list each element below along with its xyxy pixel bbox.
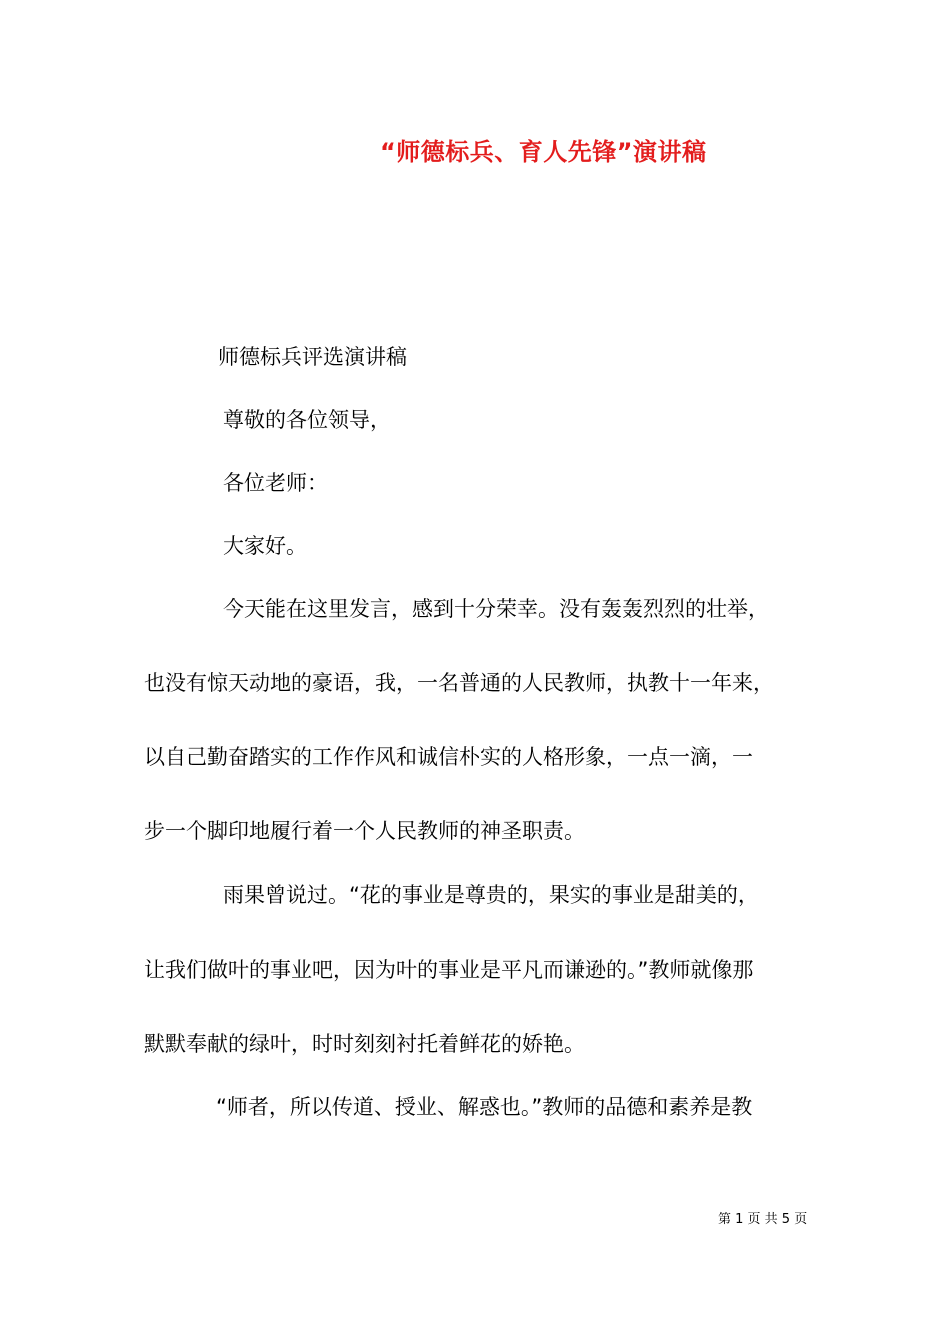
paragraph-1-line-3: 以自己勤奋踏实的工作作风和诚信朴实的人格形象，一点一滴，一 (144, 745, 753, 769)
page-number-footer: 第 1 页 共 5 页 (718, 1212, 808, 1227)
paragraph-1-line-1: 今天能在这里发言，感到十分荣幸。没有轰轰烈烈的壮举， (223, 597, 769, 621)
paragraph-1-line-4: 步一个脚印地履行着一个人民教师的神圣职责。 (144, 819, 585, 843)
paragraph-3-line-1: “师者，所以传道、授业、解惑也。”教师的品德和素养是教 (216, 1095, 753, 1119)
paragraph-1-line-2: 也没有惊天动地的豪语，我，一名普通的人民教师，执教十一年来， (144, 671, 774, 695)
salutation-teachers: 各位老师： (223, 471, 328, 495)
greeting: 大家好。 (223, 534, 307, 558)
salutation-leaders: 尊敬的各位领导， (223, 408, 391, 432)
speech-heading: 师德标兵评选演讲稿 (218, 345, 407, 369)
paragraph-2-line-1: 雨果曾说过。“花的事业是尊贵的，果实的事业是甜美的， (223, 883, 759, 907)
paragraph-2-line-3: 默默奉献的绿叶，时时刻刻衬托着鲜花的娇艳。 (144, 1032, 585, 1056)
document-title: “师德标兵、育人先锋”演讲稿 (380, 138, 707, 166)
paragraph-2-line-2: 让我们做叶的事业吧，因为叶的事业是平凡而谦逊的。”教师就像那 (144, 958, 754, 982)
